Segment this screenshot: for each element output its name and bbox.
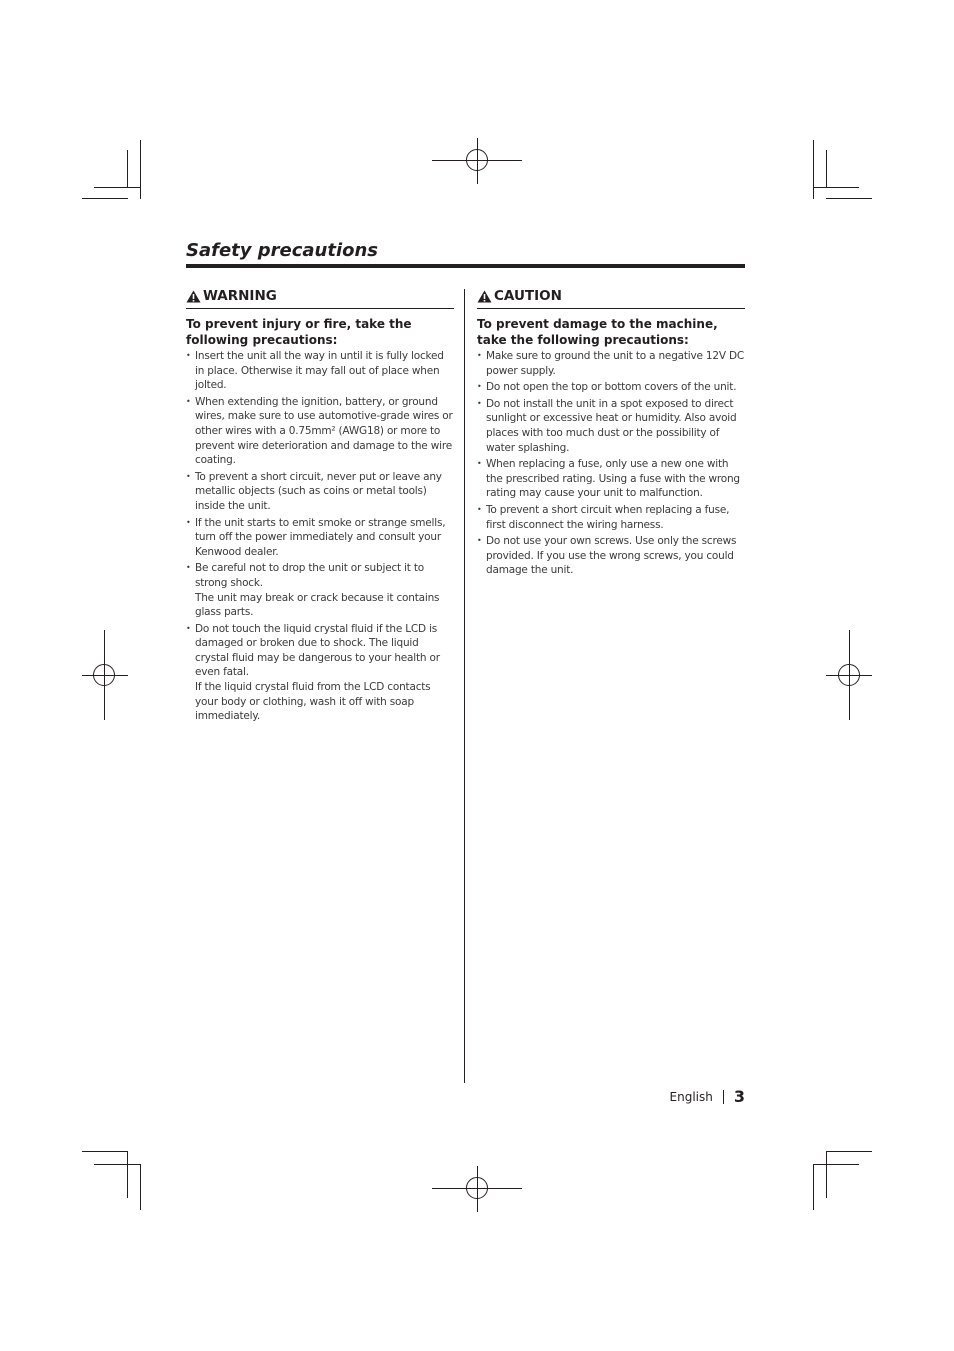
- list-item-note: If the liquid crystal fluid from the LCD contacts your body or clothing, wash it off with soap immediately.: [195, 681, 431, 723]
- list-item-note: The unit may break or crack because it contains glass parts.: [195, 591, 440, 619]
- list-item: • To prevent a short circuit, never put or leave any metallic objects (such as coins or metal tools) inside the unit.: [186, 470, 454, 514]
- footer-separator: [723, 1090, 724, 1104]
- caution-label: CAUTION: [494, 288, 562, 304]
- warning-subheading: To prevent injury or fire, take the following precautions:: [186, 317, 412, 347]
- caution-section: [477, 287, 745, 580]
- list-item: • Do not touch the liquid crystal fluid if the LCD is damaged or broken due to shock. The liquid crystal fluid may be dangerous to your health or even fatal. If the liquid crystal fluid from the LCD contacts your body or clothing, wash it off with soap immediately.: [186, 622, 454, 724]
- list-item: • Be careful not to drop the unit or subject it to strong shock. The unit may break or crack because it contains glass parts.: [186, 561, 454, 619]
- list-item: • When extending the ignition, battery, or ground wires, make sure to use automotive-grade wires or other wires with a 0.75mm² (AWG18) or more to prevent wire deterioration and damage to the wire coating.: [186, 395, 454, 468]
- warning-heading: [186, 287, 454, 309]
- list-item: • When replacing a fuse, only use a new one with the prescribed rating. Using a fuse with the wrong rating may cause your unit to malfunction.: [477, 457, 745, 501]
- page-title: Safety precautions: [186, 240, 379, 261]
- warning-list: [186, 349, 454, 724]
- warning-label: WARNING: [203, 288, 277, 304]
- list-item: • Do not use your own screws. Use only the screws provided. If you use the wrong screws, you could damage the unit.: [477, 534, 745, 578]
- caution-heading: [477, 287, 745, 309]
- column-divider: [464, 289, 465, 1083]
- list-item: • Do not open the top or bottom covers of the unit.: [477, 380, 745, 395]
- title-rule: [186, 264, 745, 268]
- list-item: • Insert the unit all the way in until it is fully locked in place. Otherwise it may fall out of place when jolted.: [186, 349, 454, 393]
- caution-list: [477, 349, 745, 578]
- warning-section: [186, 287, 454, 726]
- page-number: 3: [733, 1087, 745, 1106]
- footer-language: English: [669, 1089, 713, 1104]
- list-item: • Make sure to ground the unit to a negative 12V DC power supply.: [477, 349, 745, 378]
- warning-triangle-icon: [186, 290, 201, 303]
- list-item: • To prevent a short circuit when replacing a fuse, first disconnect the wiring harness.: [477, 503, 745, 532]
- list-item: • If the unit starts to emit smoke or strange smells, turn off the power immediately and consult your Kenwood dealer.: [186, 516, 454, 560]
- page-footer: [670, 1087, 745, 1106]
- caution-subheading: To prevent damage to the machine, take the following precautions:: [477, 317, 718, 347]
- list-item: • Do not install the unit in a spot exposed to direct sunlight or excessive heat or humidity. Also avoid places with too much dust or the possibility of water splashing.: [477, 397, 745, 455]
- warning-triangle-icon: [477, 290, 492, 303]
